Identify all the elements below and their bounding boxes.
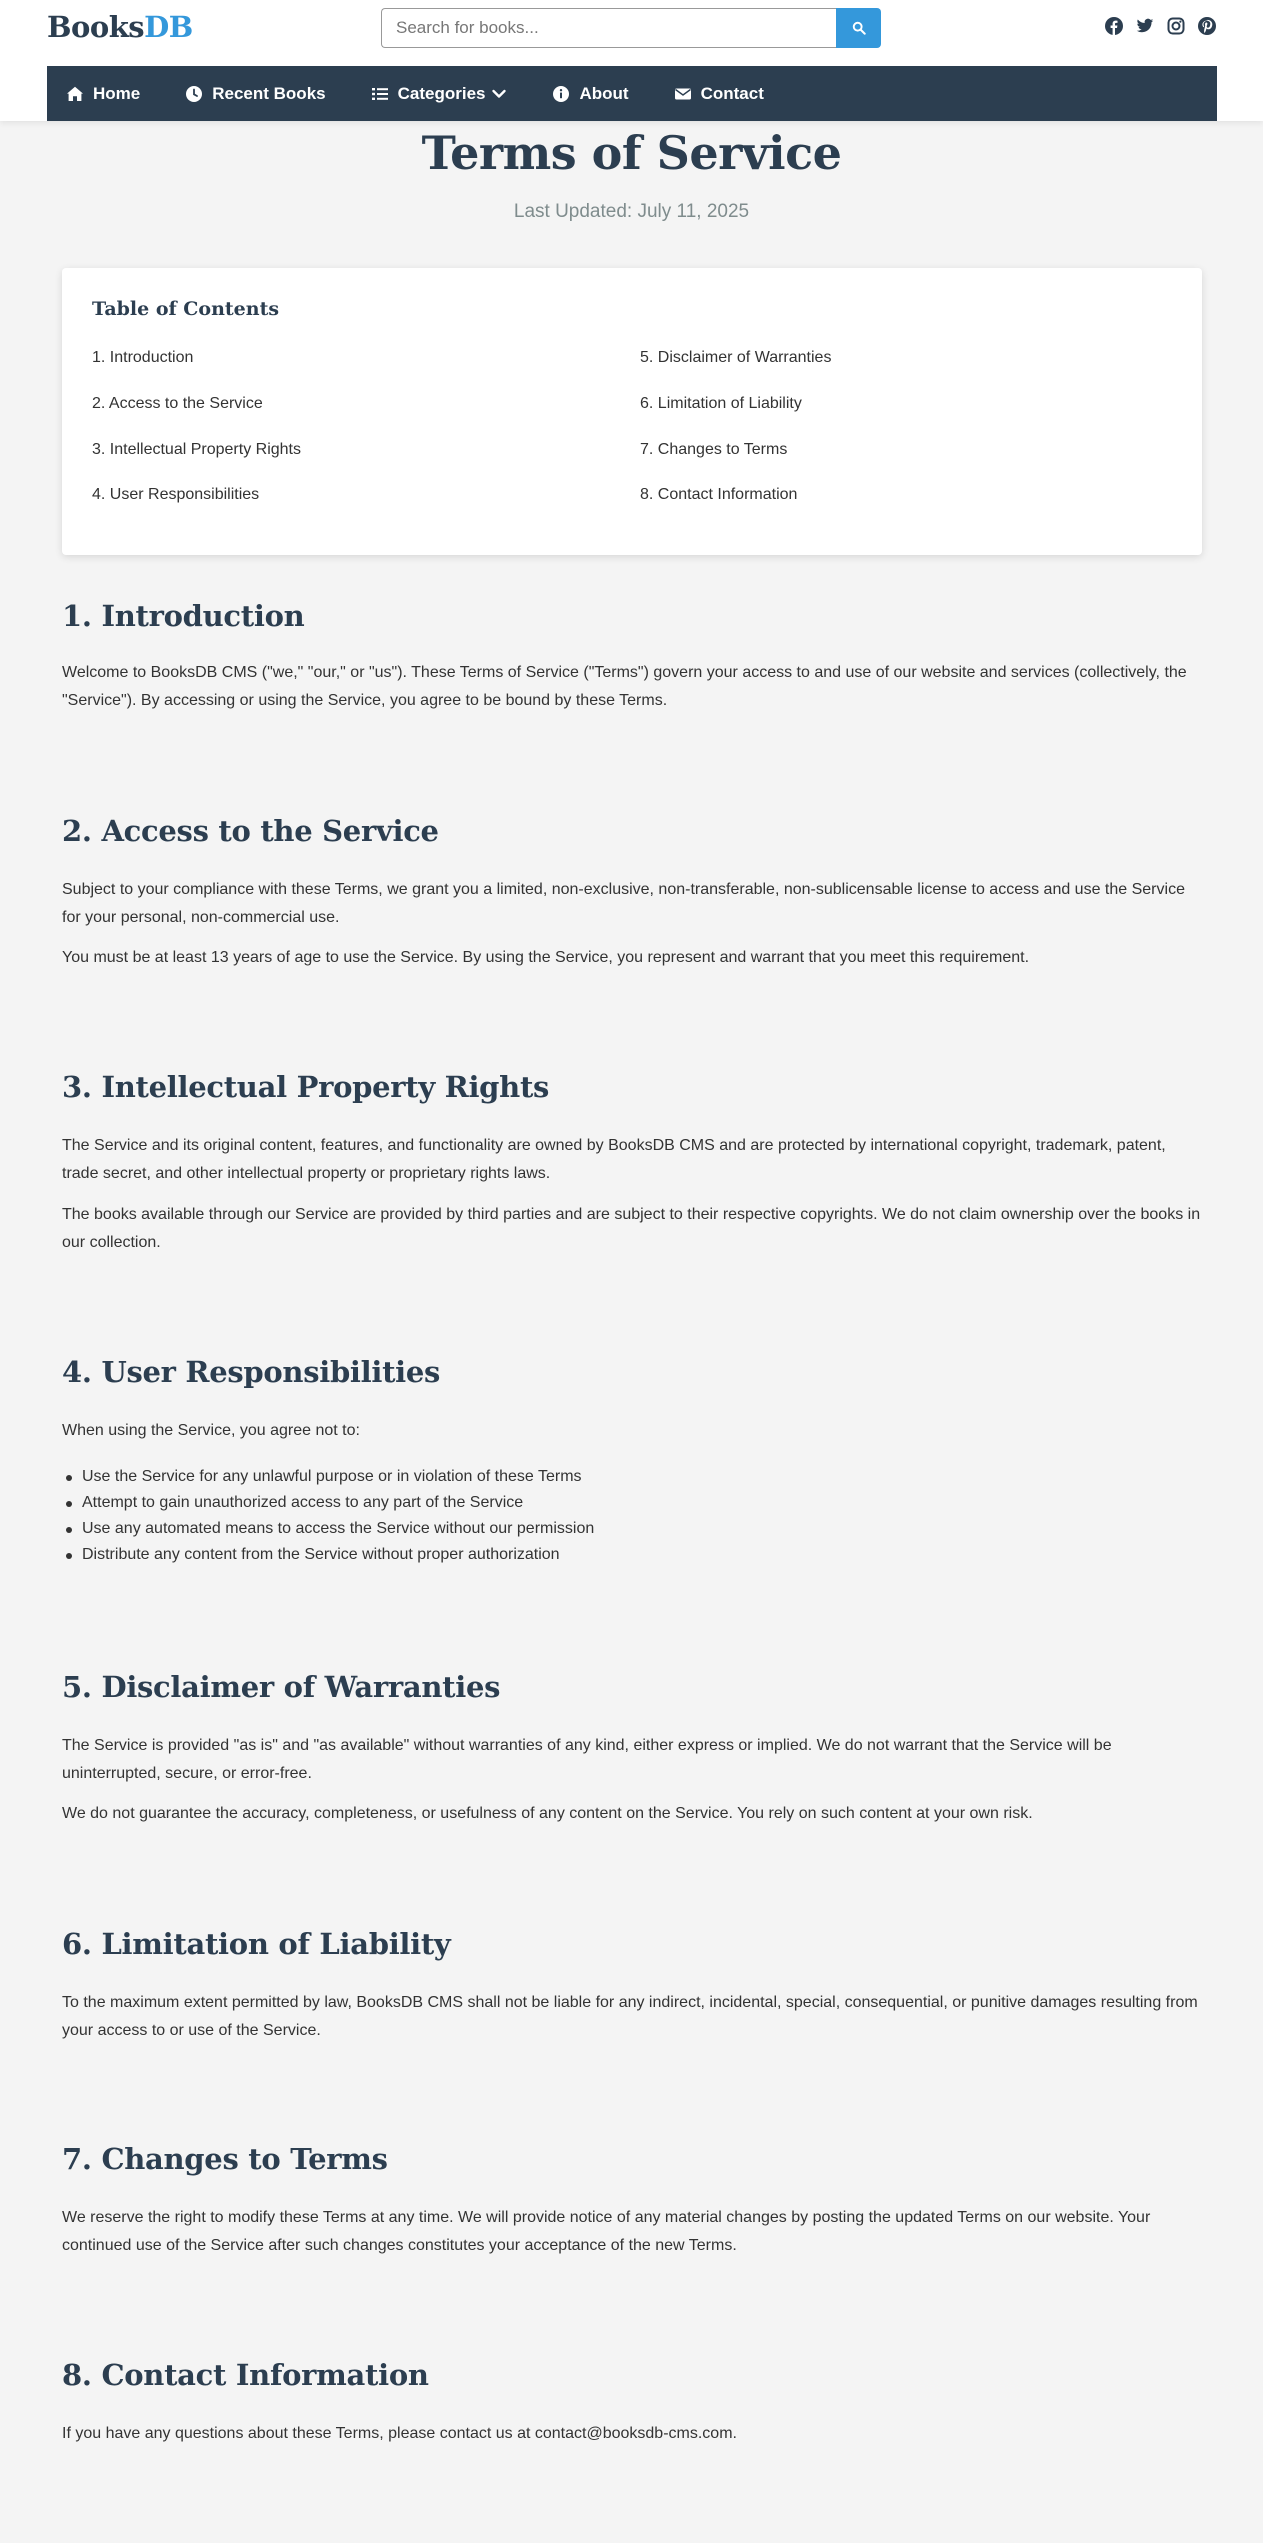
list-item: Use any automated means to access the Service without our permission (62, 1516, 1204, 1542)
nav-label: Contact (700, 83, 764, 103)
section-paragraph: Welcome to BooksDB CMS ("we," "our," or "us"). These Terms of Service ("Terms") govern your access to and use of our website and services (collectively, the "Service"). By accessing or using the Service, you agree to be bound by these Terms. (62, 664, 1187, 709)
list-icon (371, 85, 389, 103)
twitter-icon[interactable] (1136, 17, 1154, 35)
section-heading-introduction: 1. Introduction (62, 599, 305, 633)
section-heading-user-responsibilities: 4. User Responsibilities (62, 1355, 441, 1389)
nav-label: Categories (397, 83, 486, 103)
toc-link-introduction[interactable]: 1. Introduction (92, 349, 194, 366)
section-paragraph: The Service and its original content, features, and functionality are owned by BooksDB CMS and are protected by international copyright, trademark, patent, trade secret, and other intellectual property or proprietary rights laws. (62, 1137, 1166, 1182)
section-heading-disclaimer: 5. Disclaimer of Warranties (62, 1670, 501, 1704)
section-paragraph: We reserve the right to modify these Terms at any time. We will provide notice of any material changes by posting the updated Terms on our website. Your continued use of the Service after such changes constitutes your acceptance of the new Terms. (62, 2209, 1151, 2254)
site-logo[interactable] (47, 10, 193, 44)
info-icon (552, 85, 570, 103)
section-heading-contact: 8. Contact Information (62, 2358, 429, 2392)
responsibilities-list (62, 1464, 1204, 1568)
toc-link-changes[interactable]: 7. Changes to Terms (640, 441, 788, 458)
clock-icon (185, 85, 203, 103)
section-heading-liability: 6. Limitation of Liability (62, 1927, 451, 1961)
list-item: Use the Service for any unlawful purpose or in violation of these Terms (62, 1464, 1204, 1490)
instagram-icon[interactable] (1167, 17, 1185, 35)
main-nav (47, 66, 1217, 121)
toc-link-access[interactable]: 2. Access to the Service (92, 395, 263, 412)
nav-item-recent-books[interactable] (185, 66, 325, 121)
nav-label: Recent Books (212, 83, 326, 103)
list-item: Attempt to gain unauthorized access to any part of the Service (62, 1490, 1204, 1516)
section-paragraph: To the maximum extent permitted by law, BooksDB CMS shall not be liable for any indirect, incidental, special, consequential, or punitive damages resulting from your access to or use of the Service. (62, 1994, 1198, 2039)
section-paragraph: We do not guarantee the accuracy, completeness, or usefulness of any content on the Service. You rely on such content at your own risk. (62, 1805, 1033, 1822)
search-form (381, 8, 881, 48)
logo-main-text: Books (47, 10, 145, 44)
list-item: Distribute any content from the Service without proper authorization (62, 1542, 1204, 1568)
page-title: Terms of Service (421, 126, 842, 180)
envelope-icon (674, 85, 692, 103)
social-links (1105, 17, 1216, 35)
section-paragraph: You must be at least 13 years of age to use the Service. By using the Service, you represent and warrant that you meet this requirement. (62, 949, 1030, 966)
toc-heading: Table of Contents (92, 298, 280, 320)
facebook-icon[interactable] (1105, 17, 1123, 35)
section-paragraph: When using the Service, you agree not to: (62, 1422, 360, 1439)
pinterest-icon[interactable] (1198, 17, 1216, 35)
logo-accent-text: DB (144, 10, 193, 44)
home-icon (66, 85, 84, 103)
toc-link-intellectual-property[interactable]: 3. Intellectual Property Rights (92, 441, 301, 458)
nav-item-about[interactable] (552, 66, 628, 121)
section-paragraph: The Service is provided "as is" and "as available" without warranties of any kind, either express or implied. We do not warrant that the Service will be uninterrupted, secure, or error-free. (62, 1737, 1112, 1782)
section-heading-changes: 7. Changes to Terms (62, 2142, 388, 2176)
toc-link-contact[interactable]: 8. Contact Information (640, 486, 798, 503)
section-heading-intellectual-property: 3. Intellectual Property Rights (62, 1070, 550, 1104)
section-paragraph: The books available through our Service are provided by third parties and are subject to their respective copyrights. We do not claim ownership over the books in our collection. (62, 1206, 1201, 1251)
toc-link-user-responsibilities[interactable]: 4. User Responsibilities (92, 486, 260, 503)
chevron-down-icon (491, 86, 507, 102)
nav-label: About (579, 83, 629, 103)
search-input[interactable] (381, 8, 836, 48)
section-paragraph: Subject to your compliance with these Terms, we grant you a limited, non-exclusive, non-transferable, non-sublicensable license to access and use the Service for your personal, non-commercial use. (62, 881, 1185, 926)
search-icon (852, 21, 866, 35)
nav-item-categories[interactable] (371, 66, 508, 121)
last-updated: Last Updated: July 11, 2025 (513, 201, 750, 222)
toc-link-disclaimer[interactable]: 5. Disclaimer of Warranties (640, 349, 832, 366)
search-button[interactable] (836, 8, 881, 48)
nav-item-contact[interactable] (674, 66, 764, 121)
section-heading-access: 2. Access to the Service (62, 814, 439, 848)
nav-label: Home (93, 83, 141, 103)
table-of-contents (62, 268, 1202, 555)
nav-item-home[interactable] (66, 66, 140, 121)
section-paragraph: If you have any questions about these Terms, please contact us at contact@booksdb-cms.com. (62, 2425, 737, 2442)
toc-link-liability[interactable]: 6. Limitation of Liability (640, 395, 802, 412)
